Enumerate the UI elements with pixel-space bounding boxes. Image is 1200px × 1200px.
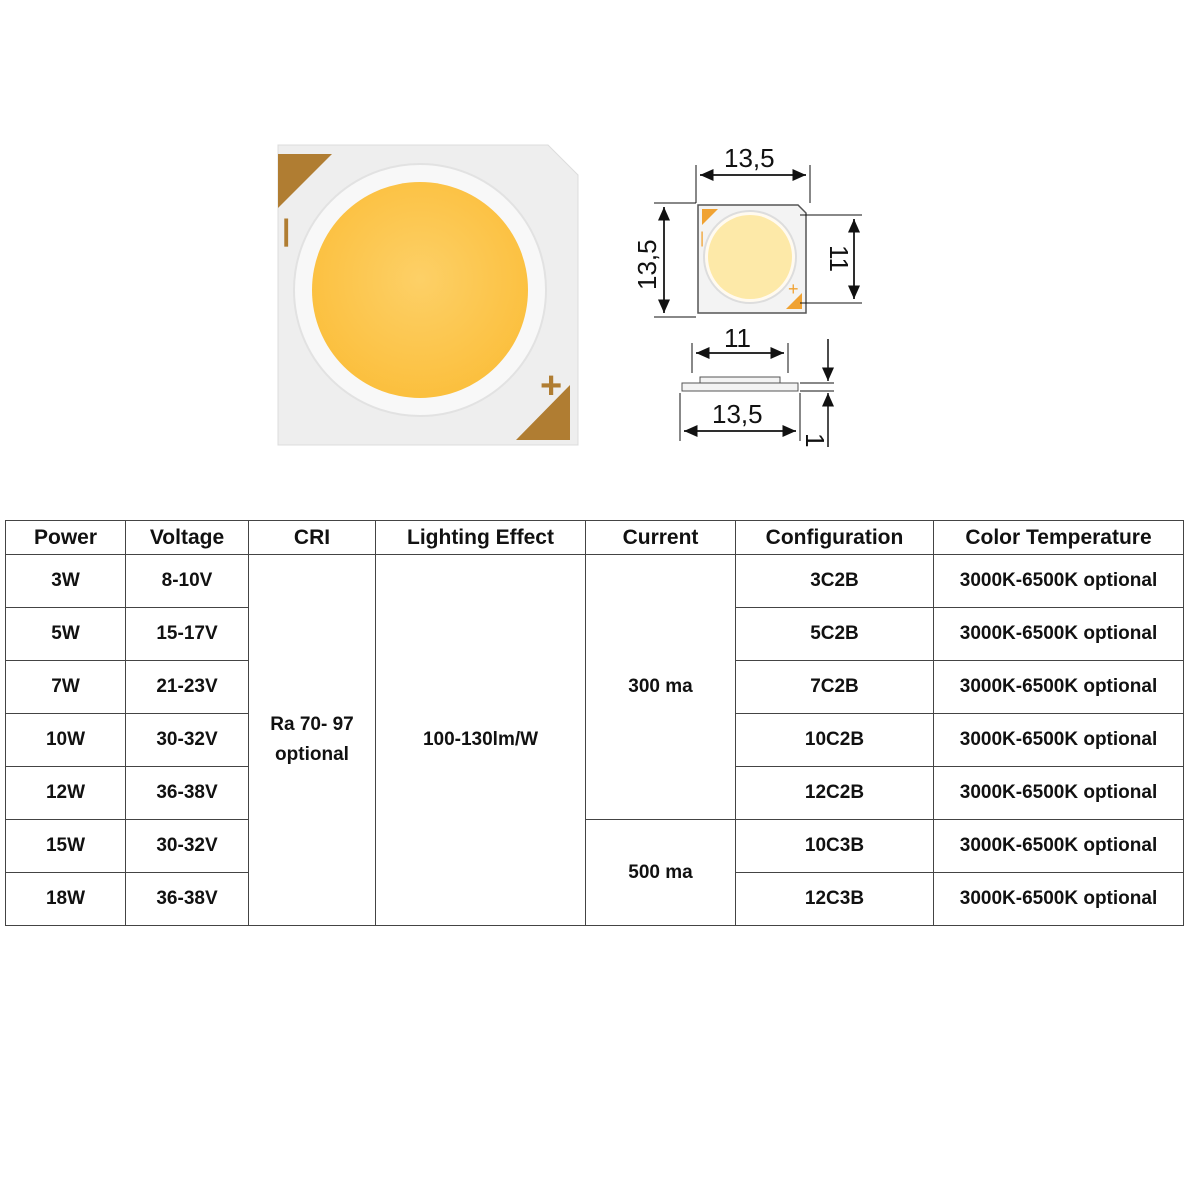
plus-mark: + xyxy=(540,365,563,407)
cell-configuration: 10C2B xyxy=(736,714,934,767)
cell-voltage: 21-23V xyxy=(126,661,249,714)
cri-line-1: Ra 70- 97 xyxy=(270,714,354,735)
chip-side-view xyxy=(682,377,798,391)
cell-current-300: 300 ma xyxy=(586,555,736,820)
dim-side-thickness: 1 xyxy=(800,433,830,448)
dim-top-width: 13,5 xyxy=(724,143,775,173)
dim-side-total-width: 13,5 xyxy=(712,399,763,429)
table-row xyxy=(6,555,1184,608)
cell-color-temperature: 3000K-6500K optional xyxy=(934,661,1184,714)
cell-configuration: 12C3B xyxy=(736,873,934,926)
dimension-drawing xyxy=(620,135,880,455)
cell-current-500: 500 ma xyxy=(586,820,736,926)
header-voltage: Voltage xyxy=(126,521,249,555)
cell-color-temperature: 3000K-6500K optional xyxy=(934,608,1184,661)
dim-side-inner-width: 11 xyxy=(724,323,751,353)
cell-power: 15W xyxy=(6,820,126,873)
table-header-row xyxy=(6,521,1184,555)
cell-voltage: 36-38V xyxy=(126,873,249,926)
cell-color-temperature: 3000K-6500K optional xyxy=(934,555,1184,608)
dim-right-height: 11 xyxy=(824,245,854,272)
cell-cri xyxy=(249,555,376,926)
svg-text:+: + xyxy=(788,279,799,299)
cell-power: 10W xyxy=(6,714,126,767)
header-power: Power xyxy=(6,521,126,555)
header-color-temperature: Color Temperature xyxy=(934,521,1184,555)
cell-power: 7W xyxy=(6,661,126,714)
cell-power: 3W xyxy=(6,555,126,608)
chip-top-view xyxy=(698,205,806,313)
cell-voltage: 36-38V xyxy=(126,767,249,820)
spec-table xyxy=(5,520,1184,926)
table-row xyxy=(6,820,1184,873)
cell-power: 12W xyxy=(6,767,126,820)
cell-voltage: 30-32V xyxy=(126,820,249,873)
header-cri: CRI xyxy=(249,521,376,555)
header-lighting-effect: Lighting Effect xyxy=(376,521,586,555)
cell-configuration: 10C3B xyxy=(736,820,934,873)
led-chip-photo xyxy=(270,140,580,455)
cell-voltage: 15-17V xyxy=(126,608,249,661)
led-chip-illustration xyxy=(270,140,580,455)
cell-lighting-effect: 100-130lm/W xyxy=(376,555,586,926)
cell-color-temperature: 3000K-6500K optional xyxy=(934,873,1184,926)
cell-configuration: 5C2B xyxy=(736,608,934,661)
cell-configuration: 12C2B xyxy=(736,767,934,820)
cell-voltage: 8-10V xyxy=(126,555,249,608)
header-current: Current xyxy=(586,521,736,555)
header-configuration: Configuration xyxy=(736,521,934,555)
cell-configuration: 7C2B xyxy=(736,661,934,714)
cell-voltage: 30-32V xyxy=(126,714,249,767)
cell-power: 5W xyxy=(6,608,126,661)
minus-mark: | xyxy=(282,214,291,247)
dimension-diagram xyxy=(620,135,880,455)
cell-color-temperature: 3000K-6500K optional xyxy=(934,767,1184,820)
cell-color-temperature: 3000K-6500K optional xyxy=(934,820,1184,873)
cell-power: 18W xyxy=(6,873,126,926)
led-emitter xyxy=(312,182,528,398)
cell-color-temperature: 3000K-6500K optional xyxy=(934,714,1184,767)
cri-line-2: optional xyxy=(275,744,349,765)
cell-configuration: 3C2B xyxy=(736,555,934,608)
dim-left-height: 13,5 xyxy=(632,239,662,290)
svg-text:|: | xyxy=(700,230,705,247)
